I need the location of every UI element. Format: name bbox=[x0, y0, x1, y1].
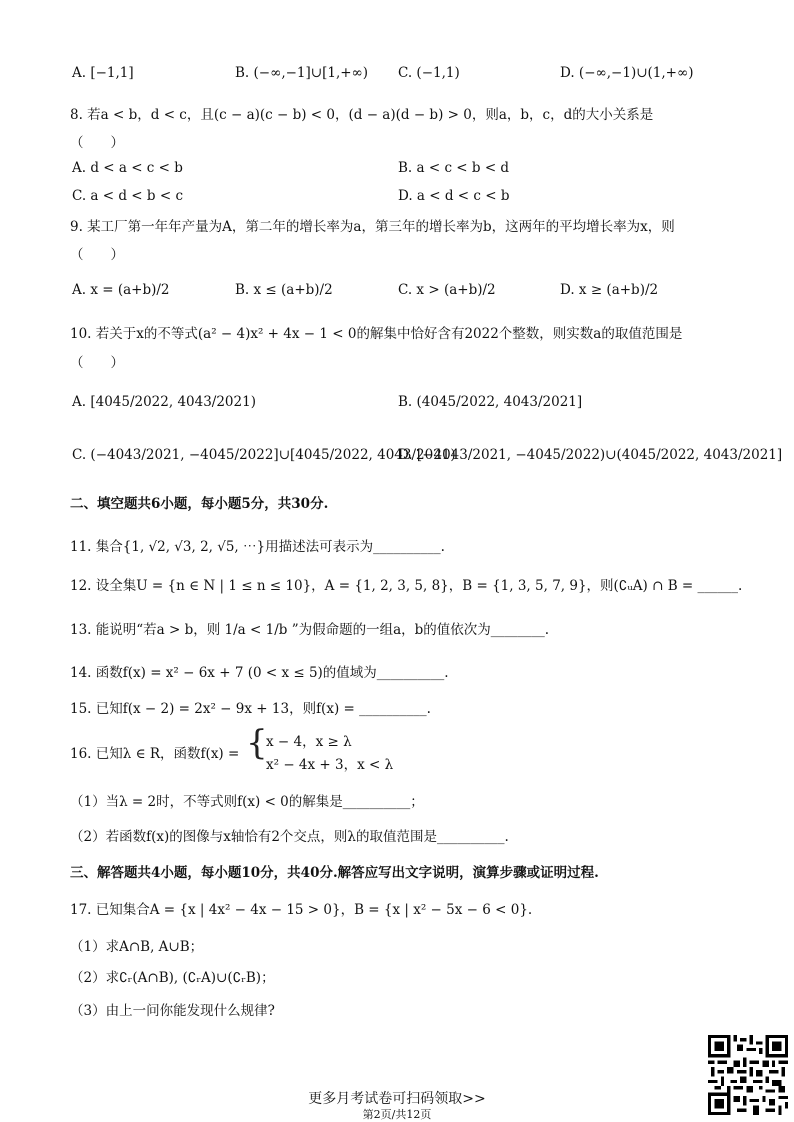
q16-part-1: （1）当λ = 2时，不等式则f(x) < 0的解集是__________； bbox=[70, 794, 424, 810]
q16-brace: { bbox=[246, 723, 268, 763]
q10-option-c: C. (−4043/2021, −4045/2022]∪[4045/2022, 4043/2021) bbox=[72, 447, 456, 463]
q9-option-c: C. x > (a+b)/2 bbox=[398, 282, 496, 298]
q12-text: 12. 设全集U = {n ∈ N | 1 ≤ n ≤ 10}，A = {1, 2, 3, 5, 8}，B = {1, 3, 5, 7, 9}，则(∁ᵤA) ∩ B = ______. bbox=[70, 578, 743, 594]
q17-stem: 17. 已知集合A = {x | 4x² − 4x − 15 > 0}，B = {x | x² − 5x − 6 < 0}. bbox=[70, 902, 533, 918]
q9-option-d: D. x ≥ (a+b)/2 bbox=[560, 282, 659, 298]
q10-paren: （ ） bbox=[70, 355, 124, 371]
footer-promo-text: 更多月考试卷可扫码领取>> bbox=[308, 1091, 486, 1107]
q10-stem: 10. 若关于x的不等式(a² − 4)x² + 4x − 1 < 0的解集中恰好含有2022个整数，则实数a的取值范围是 bbox=[70, 326, 683, 342]
q8-option-a: A. d < a < c < b bbox=[72, 160, 183, 176]
q7-option-a: A. [−1,1] bbox=[72, 65, 134, 81]
q17-part-1: （1）求A∩B, A∪B； bbox=[70, 939, 204, 955]
q8-stem: 8. 若a < b，d < c，且(c − a)(c − b) < 0，(d − a)(d − b) > 0，则a，b，c，d的大小关系是 bbox=[70, 107, 654, 123]
q11-text: 11. 集合{1, √2, √3, 2, √5, ⋯}用描述法可表示为__________. bbox=[70, 539, 445, 555]
page-number: 第2页/共12页 bbox=[362, 1108, 432, 1121]
q14-text: 14. 函数f(x) = x² − 6x + 7 (0 < x ≤ 5)的值域为__________. bbox=[70, 665, 449, 681]
q8-option-c: C. a < d < b < c bbox=[72, 188, 184, 204]
q8-option-b: B. a < c < b < d bbox=[398, 160, 510, 176]
q7-option-c: C. (−1,1) bbox=[398, 65, 460, 81]
q7-option-b: B. (−∞,−1]∪[1,+∞) bbox=[235, 65, 369, 81]
q15-text: 15. 已知f(x − 2) = 2x² − 9x + 13，则f(x) = __________. bbox=[70, 701, 431, 717]
section-2-heading: 二、填空题共6小题，每小题5分，共30分. bbox=[70, 496, 329, 512]
q10-option-b: B. (4045/2022, 4043/2021] bbox=[398, 394, 583, 410]
q16-case-1: x − 4，x ≥ λ bbox=[266, 734, 352, 750]
q7-option-d: D. (−∞,−1)∪(1,+∞) bbox=[560, 65, 694, 81]
q10-option-d: D. [−4043/2021, −4045/2022)∪(4045/2022, 4043/2021] bbox=[398, 447, 783, 463]
q8-paren: （ ） bbox=[70, 135, 124, 151]
q17-part-2: （2）求∁ᵣ(A∩B), (∁ᵣA)∪(∁ᵣB)； bbox=[70, 970, 275, 986]
q9-option-b: B. x ≤ (a+b)/2 bbox=[235, 282, 333, 298]
section-3-heading: 三、解答题共4小题，每小题10分，共40分.解答应写出文字说明，演算步骤或证明过程. bbox=[70, 865, 599, 881]
q9-stem: 9. 某工厂第一年年产量为A，第二年的增长率为a，第三年的增长率为b，这两年的平均增长率为x，则 bbox=[70, 219, 675, 235]
q16-case-2: x² − 4x + 3，x < λ bbox=[266, 757, 394, 773]
q17-part-3: （3）由上一问你能发现什么规律? bbox=[70, 1003, 275, 1019]
q16-stem: 16. 已知λ ∈ R，函数f(x) = bbox=[70, 746, 240, 762]
q8-option-d: D. a < d < c < b bbox=[398, 188, 510, 204]
q9-paren: （ ） bbox=[70, 247, 124, 263]
q10-option-a: A. [4045/2022, 4043/2021) bbox=[72, 394, 256, 410]
q16-part-2: （2）若函数f(x)的图像与x轴恰有2个交点，则λ的取值范围是__________. bbox=[70, 829, 509, 845]
q9-option-a: A. x = (a+b)/2 bbox=[72, 282, 170, 298]
q13-text: 13. 能说明“若a > b，则 1/a < 1/b ”为假命题的一组a，b的值依次为________. bbox=[70, 622, 550, 638]
